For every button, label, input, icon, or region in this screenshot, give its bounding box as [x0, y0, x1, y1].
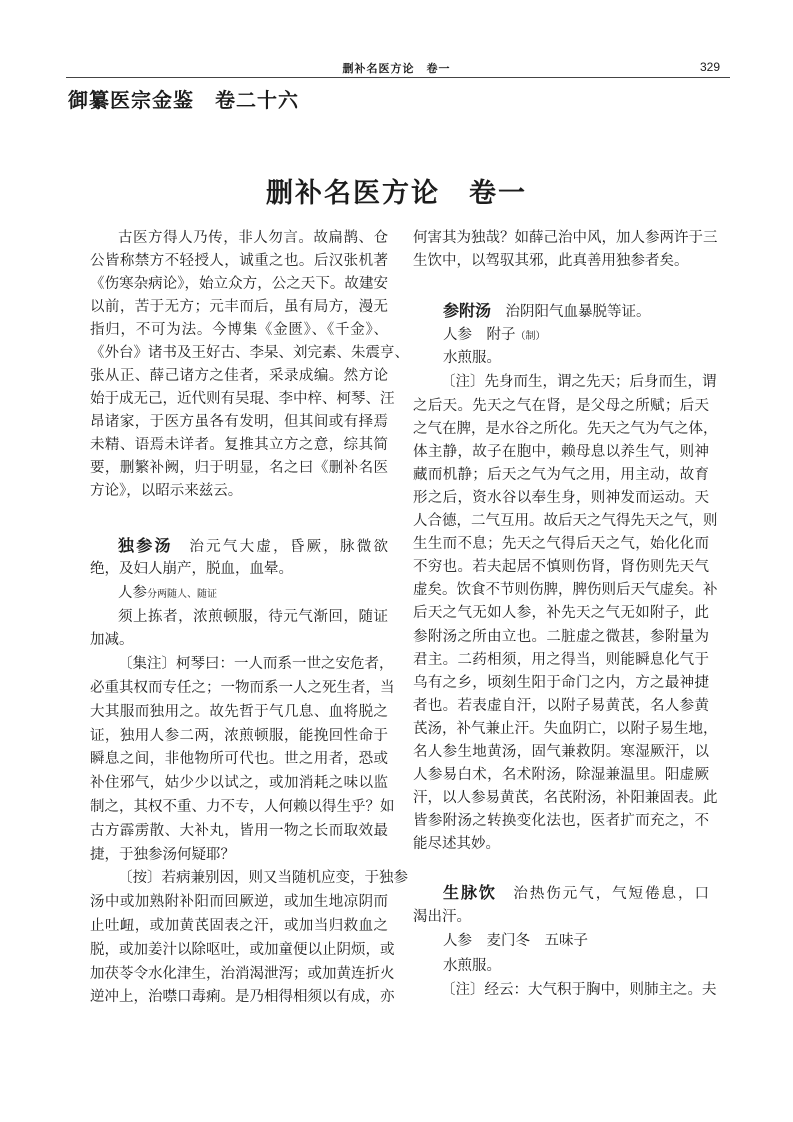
commentary-line — [413, 787, 718, 810]
note-line — [90, 963, 395, 987]
text-span: 参附汤之所由立也。二脏虚之微甚，参附量为 — [413, 628, 709, 645]
text-span: 加茯苓令水化津生，治消渴泄泻；或加黄连折火 — [90, 965, 395, 982]
formula-name-shengmai: 生脉饮 — [443, 882, 497, 902]
text-span: 以前，苦于无方；元丰而后，虽有局方，漫无 — [90, 298, 388, 315]
preface-line — [90, 319, 388, 342]
preface-line — [90, 480, 388, 503]
text-span: 补住邪气，姑少少以试之，或加消耗之味以监 — [90, 775, 388, 792]
formula-heading — [413, 881, 709, 905]
formula-heading — [90, 534, 388, 558]
formula-heading-cont — [90, 558, 388, 582]
text-span: 藏而机静；后天之气为气之用，用主动，故育 — [413, 466, 709, 483]
text-span: 后天之气无如人参，补先天之气无如附子，此 — [413, 605, 709, 622]
text-span: 《伤寒杂病论》，始立众方，公之天下。故建安 — [90, 275, 388, 292]
text-span: 芪汤，补气兼止汗。失血阴亡，以附子易生地， — [413, 720, 718, 737]
text-span: 君主。二药相须，用之得当，则能瞬息化气于 — [413, 651, 709, 668]
commentary-line — [413, 810, 709, 833]
text-span: 名人参生地黄汤，固气兼救阴。寒湿厥汗，以 — [413, 744, 709, 761]
text-span: 者也。若表虚自汗，以附子易黄芪，名人参黄 — [413, 697, 709, 714]
text-span: 人参易白术，名术附汤，除湿兼温里。阳虚厥 — [413, 767, 709, 784]
note-line — [90, 891, 388, 915]
continuation-line — [413, 227, 718, 250]
preface-line — [90, 296, 388, 319]
text-span: 须上拣者，浓煎顿服，待元气渐回，随证 — [118, 608, 388, 625]
commentary-line — [413, 741, 709, 764]
preface-line — [90, 411, 388, 434]
commentary-line — [413, 395, 709, 418]
commentary-line — [413, 464, 709, 487]
text-span: 要，删繁补阙，归于明显，名之曰《删补名医 — [90, 459, 388, 476]
commentary-line — [413, 672, 709, 695]
text-span: 始于成无己，近代则有吴琨、李中梓、柯琴、汪 — [90, 390, 395, 407]
commentary-line — [90, 796, 395, 820]
commentary-line — [90, 725, 388, 749]
formula-heading — [413, 299, 709, 323]
method-line — [90, 606, 388, 630]
method-line — [413, 954, 709, 978]
preface-line — [90, 434, 388, 457]
text-span: 生生而不息；先天之气得后天之气，始化化而 — [413, 536, 709, 553]
text-span: 渴出汗。 — [413, 909, 471, 926]
commentary-line — [413, 602, 709, 625]
commentary-line — [413, 371, 717, 394]
preface-line — [90, 342, 409, 365]
ingredient-note: （制） — [515, 331, 546, 342]
preface-line — [90, 365, 388, 388]
text-span: 脱，或加姜汁以除呕吐，或加童便以止阴烦，或 — [90, 941, 395, 958]
continuation-line — [413, 250, 709, 273]
text-span: 〔注〕经云：大气积于胸中，则肺主之。夫 — [441, 981, 717, 998]
commentary-line — [413, 418, 718, 441]
text-span: 瞬息之间，非他物所可代也。世之用者，恐或 — [90, 751, 388, 768]
text-span: 必重其权而专任之；一物而系一人之死生者，当 — [90, 679, 395, 696]
formula-indication: 治热伤元气，气短倦息，口 — [496, 885, 709, 902]
ingredient-note: 分两随人、随证 — [147, 588, 217, 600]
text-span: 捷，于独参汤何疑耶？ — [90, 846, 235, 863]
commentary-line — [90, 748, 388, 772]
text-span: 何害其为独哉？如薛己治中风，加人参两许于三 — [413, 229, 718, 246]
formula-name-dushen: 独参汤 — [118, 536, 173, 556]
text-span: 绝，及妇人崩产，脱血，血晕。 — [90, 560, 293, 577]
text-span: 能尽述其妙。 — [413, 836, 500, 853]
ingredients-line — [413, 929, 709, 953]
text-span: 加减。 — [90, 632, 134, 649]
text-span: 张从正、薛己诸方之佳者，采录成编。然方论 — [90, 367, 388, 384]
text-span: 汗，以人参易黄芪，名芪附汤，补阳兼固表。此 — [413, 790, 718, 807]
chapter-title: 删补名医方论 卷一 — [266, 178, 527, 209]
commentary-line — [413, 487, 709, 510]
formula-name-shenfu: 参附汤 — [443, 301, 492, 320]
text-span: 汤中或加熟附补阳而回厥逆，或加生地凉阴而 — [90, 894, 388, 911]
commentary-line — [413, 556, 709, 579]
preface-line — [90, 457, 388, 480]
commentary-line — [90, 820, 388, 844]
running-header: 删补名医方论 卷一 — [342, 62, 451, 75]
note-line — [90, 915, 388, 939]
commentary-line — [90, 772, 388, 796]
text-span: 古方霹雳散、大补丸，皆用一物之长而取效最 — [90, 822, 388, 839]
text-span: 公皆称禁方不轻授人，诚重之也。后汉张机著 — [90, 252, 388, 269]
commentary-line — [413, 441, 709, 464]
text-span: 水煎服。 — [443, 350, 501, 366]
note-line — [90, 939, 395, 963]
text-span: 虚矣。饮食不节则伤脾，脾伤则后天气虚矣。补 — [413, 582, 718, 599]
commentary-line — [413, 533, 709, 556]
preface-line — [90, 388, 395, 411]
page-number: 329 — [700, 60, 721, 74]
commentary-line — [413, 695, 709, 718]
commentary-line — [90, 677, 395, 701]
method-line — [413, 346, 709, 370]
text-span: 止吐衄，或加黄芪固表之汗，或加当归救血之 — [90, 917, 388, 934]
ingredient: 人参 — [118, 584, 147, 601]
text-span: 〔集注〕柯琴曰：一人而系一世之安危者， — [118, 656, 394, 673]
text-span: 人合德，二气互用。故后天之气得先天之气，则 — [413, 513, 718, 530]
ingredients-line — [413, 323, 709, 347]
text-span: 证，独用人参二两，浓煎顿服，能挽回性命于 — [90, 727, 388, 744]
commentary-line — [90, 653, 394, 677]
text-span: 之气在脾，是水谷之所化。先天之气为气之体， — [413, 420, 718, 437]
book-title: 御纂医宗金鉴 卷二十六 — [68, 88, 299, 112]
header-divider — [66, 77, 730, 78]
note-line — [90, 986, 395, 1010]
text-span: 未精、语焉未详者。复推其立方之意，综其简 — [90, 436, 388, 453]
text-span: 方论》，以昭示来兹云。 — [90, 482, 243, 499]
commentary-line — [413, 833, 709, 856]
preface-line — [90, 273, 388, 296]
commentary-line — [413, 764, 709, 787]
text-span: 体主静，故子在胞中，赖母息以养生气，则神 — [413, 443, 709, 460]
ingredients: 人参 附子 — [443, 327, 516, 343]
text-span: 逆冲上，治噤口毒痢。是乃相得相须以有成，亦 — [90, 989, 395, 1006]
text-span: 皆参附汤之转换变化法也，医者扩而充之，不 — [413, 813, 709, 830]
text-span: 昂诸家，于医方虽各有发明，但其间或有择焉 — [90, 413, 388, 430]
text-span: 之后天。先天之气在肾，是父母之所赋；后天 — [413, 397, 709, 414]
note-line — [90, 867, 408, 891]
text-span: 不穷也。若夫起居不慎则伤肾，肾伤则先天气 — [413, 559, 709, 576]
commentary-line — [413, 579, 718, 602]
text-span: 人参 麦门冬 五味子 — [443, 933, 588, 950]
preface-line — [90, 250, 388, 273]
formula-indication: 治元气大虚，昏厥，脉微欲 — [172, 539, 388, 556]
text-span: 大其服而独用之。故先哲于气几息、血将脱之 — [90, 703, 388, 720]
text-span: 《外台》诸书及王好古、李杲、刘完素、朱震亨、 — [90, 344, 409, 361]
formula-indication: 治阴阳气血暴脱等证。 — [491, 304, 651, 320]
text-span: 指归，不可为法。今博集《金匮》、《千金》、 — [90, 321, 388, 338]
commentary-line — [90, 701, 388, 725]
commentary-line — [413, 626, 709, 649]
commentary-line — [413, 978, 717, 1002]
text-span: 〔注〕先身而生，谓之先天；后身而生，谓 — [441, 374, 717, 391]
commentary-line — [413, 718, 718, 741]
text-span: 水煎服。 — [443, 957, 501, 974]
preface-line — [90, 227, 388, 250]
text-span: 古医方得人乃传，非人勿言。故扁鹊、仓 — [118, 229, 388, 246]
text-span: 乌有之乡，顷刻生阳于命门之内，方之最神捷 — [413, 674, 709, 691]
text-span: 〔按〕若病兼别因，则又当随机应变，于独参 — [118, 870, 408, 887]
method-line — [90, 629, 388, 653]
text-span: 制之，其权不重、力不专，人何赖以得生乎？如 — [90, 798, 395, 815]
text-span: 生饮中，以驾驭其邪，此真善用独参者矣。 — [413, 252, 689, 269]
ingredients-line — [90, 582, 388, 606]
formula-heading-cont — [413, 905, 709, 929]
text-span: 形之后，资水谷以奉生身，则神发而运动。天 — [413, 489, 709, 506]
commentary-line — [413, 649, 709, 672]
commentary-line — [413, 510, 718, 533]
commentary-line — [90, 844, 388, 868]
